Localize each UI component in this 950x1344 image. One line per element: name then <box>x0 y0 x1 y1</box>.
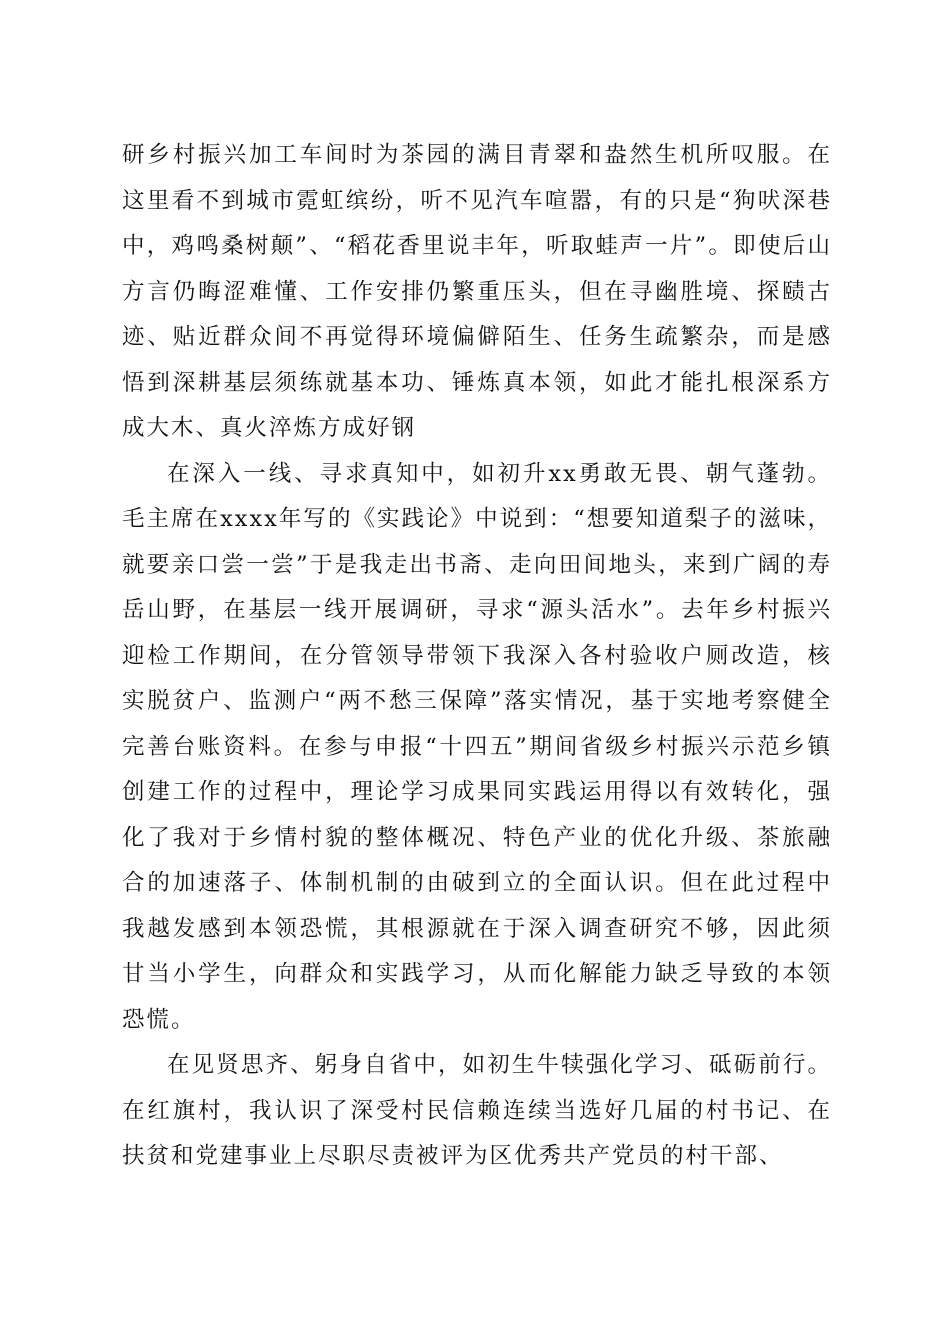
body-text <box>122 133 832 1180</box>
paragraph-self-reflection: 在见贤思齐、躬身自省中，如初生牛犊强化学习、砥砺前行。在红旗村，我认识了深受村民信赖连续当选好几届的村书记、在扶贫和党建事业上尽职尽责被评为区优秀共产党员的村干部、 <box>122 1052 832 1169</box>
paragraph-frontline-research: 在深入一线、寻求真知中，如初升xx勇敢无畏、朝气蓬勃。毛主席在xxxx年写的《实践论》中说到：“想要知道梨子的滋味，就要亲口尝一尝”于是我走出书斋、走向田间地头，来到广阔的寿岳山野，在基层一线开展调研，寻求“源头活水”。去年乡村振兴迎检工作期间，在分管领导带领下我深入各村验收户厕改造，核实脱贫户、监测户“两不愁三保障”落实情况，基于实地考察健全完善台账资料。在参与申报“十四五”期间省级乡村振兴示范乡镇创建工作的过程中，理论学习成果同实践运用得以有效转化，强化了我对于乡情村貌的整体概况、特色产业的优化升级、茶旅融合的加速落子、体制机制的由破到立的全面认识。但在此过程中我越发感到本领恐慌，其根源就在于深入调查研究不够，因此须甘当小学生，向群众和实践学习，从而化解能力缺乏导致的本领恐慌。 <box>122 460 832 1033</box>
paragraph-continuation: 研乡村振兴加工车间时为茶园的满目青翠和盎然生机所叹服。在这里看不到城市霓虹缤纷，听不见汽车喧嚣，有的只是“狗吠深巷中，鸡鸣桑树颠”、“稻花香里说丰年，听取蛙声一片”。即使后山方言仍晦涩难懂、工作安排仍繁重压头，但在寻幽胜境、探赜古迹、贴近群众间不再觉得环境偏僻陌生、任务生疏繁杂，而是感悟到深耕基层须练就基本功、锤炼真本领，如此才能扎根深系方成大木、真火淬炼方成好钢 <box>122 142 832 441</box>
